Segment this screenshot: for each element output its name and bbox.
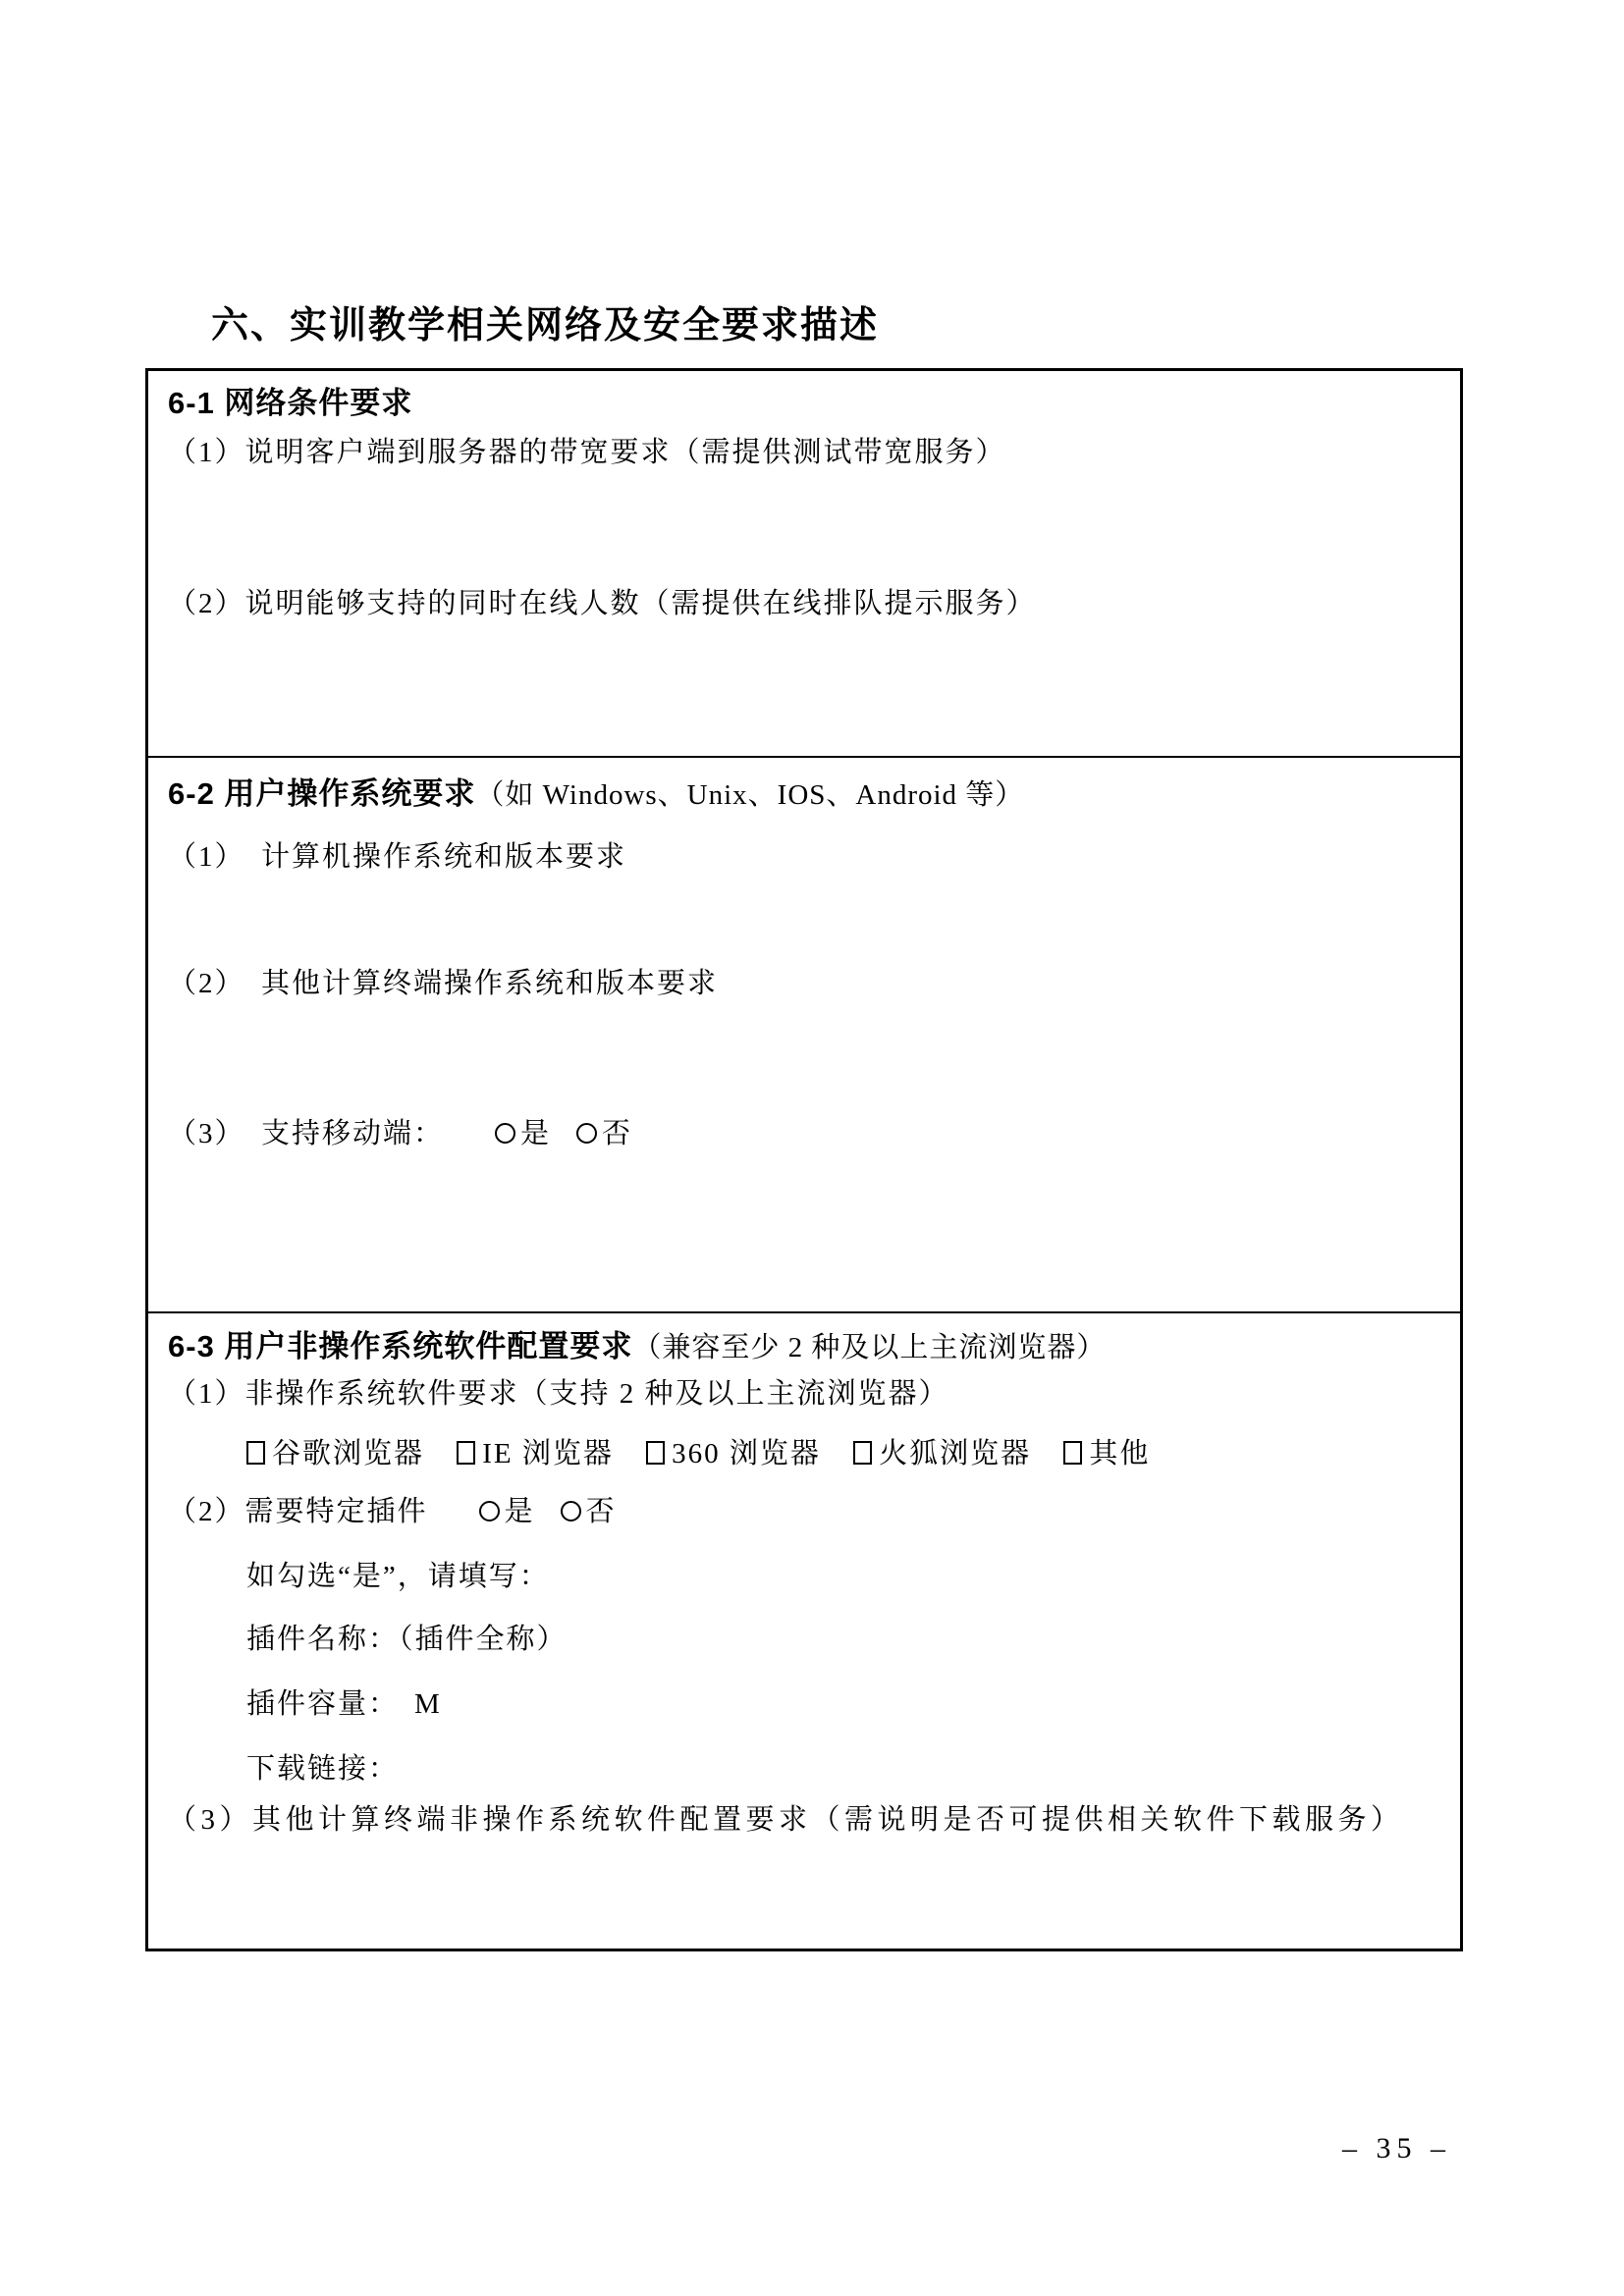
mobile-support-label: （3） 支持移动端： [168, 1118, 445, 1150]
mobile-yes-label: 是 [520, 1118, 552, 1150]
section-6-1-header [168, 371, 1440, 424]
firefox-browser-label: 火狐浏览器 [879, 1438, 1032, 1470]
section-6-2-title: 6-2 用户操作系统要求 [168, 776, 476, 811]
google-browser-checkbox[interactable] [246, 1441, 265, 1465]
plugin-yes-label: 是 [504, 1496, 535, 1528]
non-os-software-item: （1）非操作系统软件要求（支持 2 种及以上主流浏览器） [168, 1378, 949, 1411]
page-number: – 35 – [1342, 2132, 1451, 2164]
plugin-no-radio[interactable] [561, 1501, 581, 1522]
mobile-no-radio[interactable] [576, 1123, 597, 1144]
computer-os-item: （1） 计算机操作系统和版本要求 [168, 841, 627, 874]
section-6-1-title: 6-1 网络条件要求 [168, 386, 413, 420]
browser-option-firefox [853, 1438, 1031, 1469]
ie-browser-checkbox[interactable] [457, 1441, 475, 1465]
browser-checkbox-group [168, 1435, 1440, 1473]
plugin-size-label: 插件容量： [246, 1687, 400, 1720]
other-browser-label: 其他 [1089, 1438, 1151, 1470]
concurrent-users-item: （2）说明能够支持的同时在线人数（需提供在线排队提示服务） [168, 588, 1037, 620]
plugin-required-item [168, 1493, 1440, 1531]
section-6-3-header [168, 1313, 1440, 1367]
requirements-table [145, 368, 1463, 1951]
section-6-2-note: （如 Windows、Unix、IOS、Android 等） [475, 779, 1025, 811]
browser-option-ie [457, 1438, 614, 1469]
firefox-browser-checkbox[interactable] [853, 1441, 872, 1465]
plugin-size-unit: M [414, 1687, 442, 1720]
section-software-config [148, 1311, 1460, 1949]
other-terminal-os-item: （2） 其他计算终端操作系统和版本要求 [168, 968, 719, 1000]
google-browser-label: 谷歌浏览器 [272, 1438, 425, 1470]
plugin-no-label: 否 [585, 1496, 617, 1528]
section-6-3-title: 6-3 用户非操作系统软件配置要求 [168, 1329, 633, 1363]
360-browser-label: 360 浏览器 [672, 1438, 821, 1470]
section-os-requirements [148, 756, 1460, 1311]
page-title: 六、实训教学相关网络及安全要求描述 [211, 305, 880, 347]
mobile-support-item [168, 1115, 1440, 1153]
fill-if-yes-hint: 如勾选“是”，请填写： [246, 1560, 550, 1592]
360-browser-checkbox[interactable] [646, 1441, 665, 1465]
other-terminal-software-item: （3）其他计算终端非操作系统软件配置要求（需说明是否可提供相关软件下载服务） [168, 1804, 1404, 1837]
plugin-name-field-label: 插件名称：（插件全称） [246, 1623, 568, 1655]
section-6-3-note: （兼容至少 2 种及以上主流浏览器） [632, 1332, 1107, 1363]
other-browser-checkbox[interactable] [1063, 1441, 1082, 1465]
browser-option-other [1063, 1438, 1150, 1469]
section-6-2-header [168, 758, 1440, 815]
mobile-no-label: 否 [602, 1118, 633, 1150]
bandwidth-requirement-item: （1）说明客户端到服务器的带宽要求（需提供测试带宽服务） [168, 437, 1006, 469]
plugin-required-label: （2）需要特定插件 [168, 1496, 428, 1528]
mobile-yes-radio[interactable] [495, 1123, 515, 1144]
browser-option-google [246, 1438, 424, 1469]
download-link-field-label: 下载链接： [246, 1752, 400, 1785]
plugin-size-field [168, 1685, 1440, 1724]
browser-option-360 [646, 1438, 821, 1469]
ie-browser-label: IE 浏览器 [482, 1438, 614, 1470]
section-network-conditions [148, 371, 1460, 756]
plugin-yes-radio[interactable] [479, 1501, 500, 1522]
